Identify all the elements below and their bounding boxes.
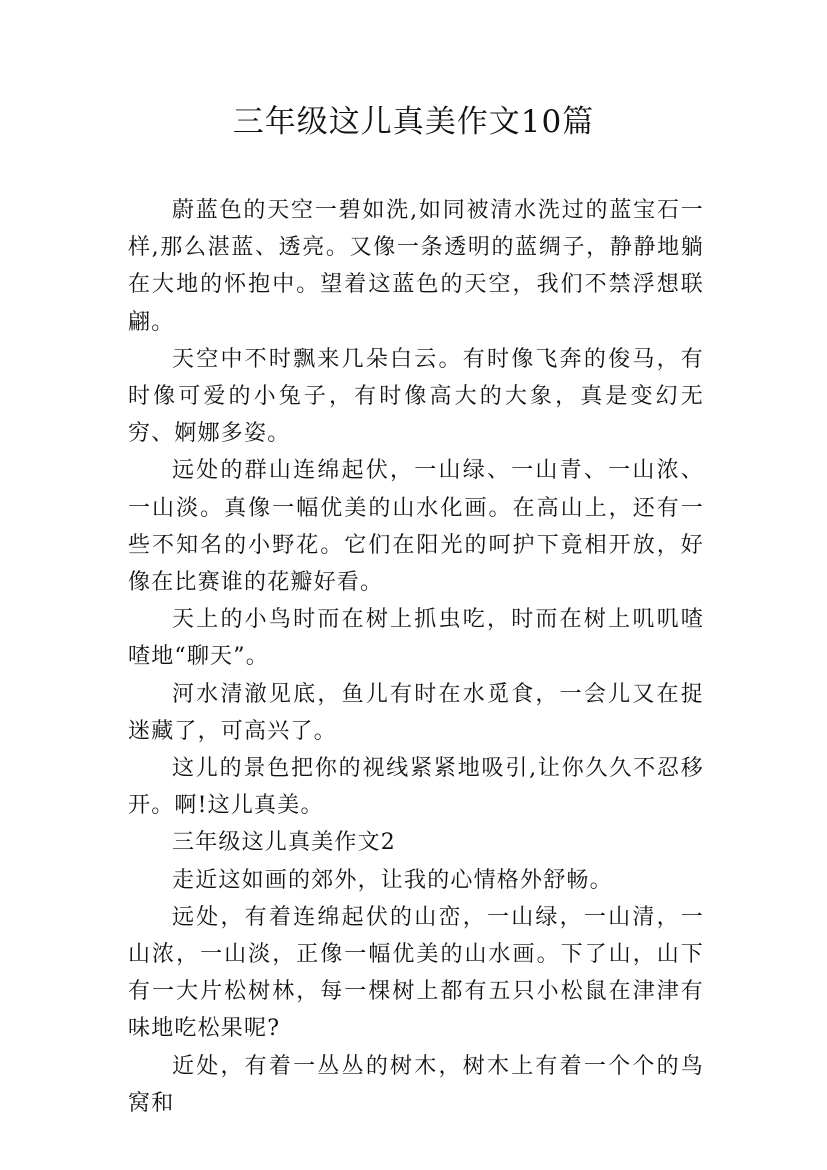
paragraph-clouds: 天空中不时飘来几朵白云。有时像飞奔的俊马，有时像可爱的小兔子，有时像高大的大象，真是变幻无穷、婀娜多姿。: [128, 346, 704, 447]
paragraph-sky: 蔚蓝色的天空一碧如洗,如同被清水洗过的蓝宝石一样,那么湛蓝、透亮。又像一条透明的蓝绸子，静静地躺在大地的怀抱中。望着这蓝色的天空，我们不禁浮想联翩。: [128, 198, 704, 335]
paragraph-suburbs: 走近这如画的郊外，让我的心情格外舒畅。: [172, 867, 613, 893]
paragraph-river: 河水清澈见底，鱼儿有时在水觅食，一会儿又在捉迷藏了，可高兴了。: [128, 681, 704, 744]
paragraph-mountains: 远处的群山连绵起伏，一山绿、一山青、一山浓、一山淡。真像一幅优美的山水化画。在高山上，还有一些不知名的小野花。它们在阳光的呵护下竟相开放，好像在比赛谁的花瓣好看。: [128, 458, 704, 596]
section-heading-essay-2: 三年级这儿真美作文2: [172, 830, 396, 856]
document-body: [128, 192, 704, 1122]
document-title: 三年级这儿真美作文10篇: [232, 104, 595, 140]
paragraph-distant-mountains: 远处，有着连绵起伏的山峦，一山绿，一山清，一山浓，一山淡，正像一幅优美的山水画。下了山，山下有一大片松树林，每一棵树上都有五只小松鼠在津津有味地吃松果呢?: [128, 904, 704, 1042]
paragraph-conclusion: 这儿的景色把你的视线紧紧地吸引,让你久久不忍移开。啊!这儿真美。: [128, 756, 704, 819]
paragraph-nearby-trees: 近处，有着一丛丛的树木，树木上有着一个个的鸟窝和: [128, 1053, 704, 1116]
paragraph-birds: 天上的小鸟时而在树上抓虫吃，时而在树上叽叽喳喳地“聊天”。: [128, 607, 704, 670]
